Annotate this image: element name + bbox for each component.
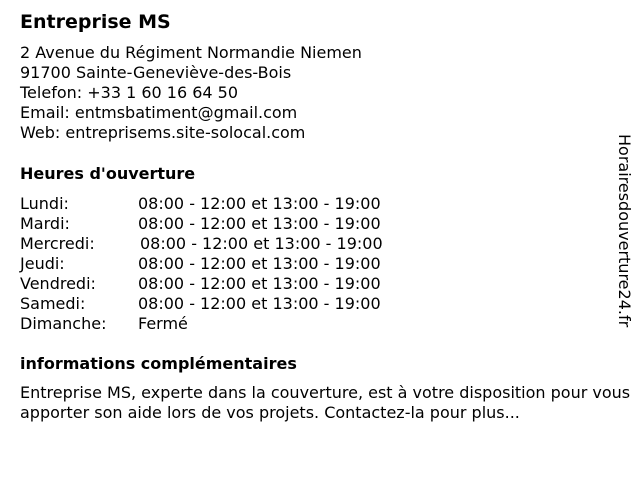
- day-label: Mercredi:: [20, 234, 95, 253]
- address-line-1: 2 Avenue du Régiment Normandie Niemen: [20, 43, 362, 62]
- site-watermark: Horairesdouverture24.fr: [615, 134, 634, 328]
- day-hours: Fermé: [138, 314, 188, 333]
- day-label: Vendredi:: [20, 274, 96, 293]
- day-hours: 08:00 - 12:00 et 13:00 - 19:00: [138, 214, 381, 233]
- day-label: Mardi:: [20, 214, 70, 233]
- phone-line: Telefon: +33 1 60 16 64 50: [20, 83, 239, 102]
- day-label: Jeudi:: [20, 254, 65, 273]
- web-line: Web: entreprisems.site-solocal.com: [20, 123, 306, 142]
- day-label: Dimanche:: [20, 314, 107, 333]
- day-hours: 08:00 - 12:00 et 13:00 - 19:00: [140, 234, 383, 253]
- hours-heading: Heures d'ouverture: [20, 164, 196, 183]
- business-description: Entreprise MS, experte dans la couverture, est à votre disposition pour vous apporter son aide lors de vos projets. Contactez-la pour plus...: [20, 383, 631, 422]
- info-heading: informations complémentaires: [20, 354, 297, 373]
- business-name: Entreprise MS: [20, 11, 171, 33]
- contact-block: [20, 43, 362, 143]
- day-hours: 08:00 - 12:00 et 13:00 - 19:00: [138, 254, 381, 273]
- day-hours: 08:00 - 12:00 et 13:00 - 19:00: [138, 194, 381, 213]
- day-hours: 08:00 - 12:00 et 13:00 - 19:00: [138, 274, 381, 293]
- email-line: Email: entmsbatiment@gmail.com: [20, 103, 298, 122]
- day-label: Samedi:: [20, 294, 86, 313]
- address-line-2: 91700 Sainte-Geneviève-des-Bois: [20, 63, 292, 82]
- day-label: Lundi:: [20, 194, 69, 213]
- day-hours: 08:00 - 12:00 et 13:00 - 19:00: [138, 294, 381, 313]
